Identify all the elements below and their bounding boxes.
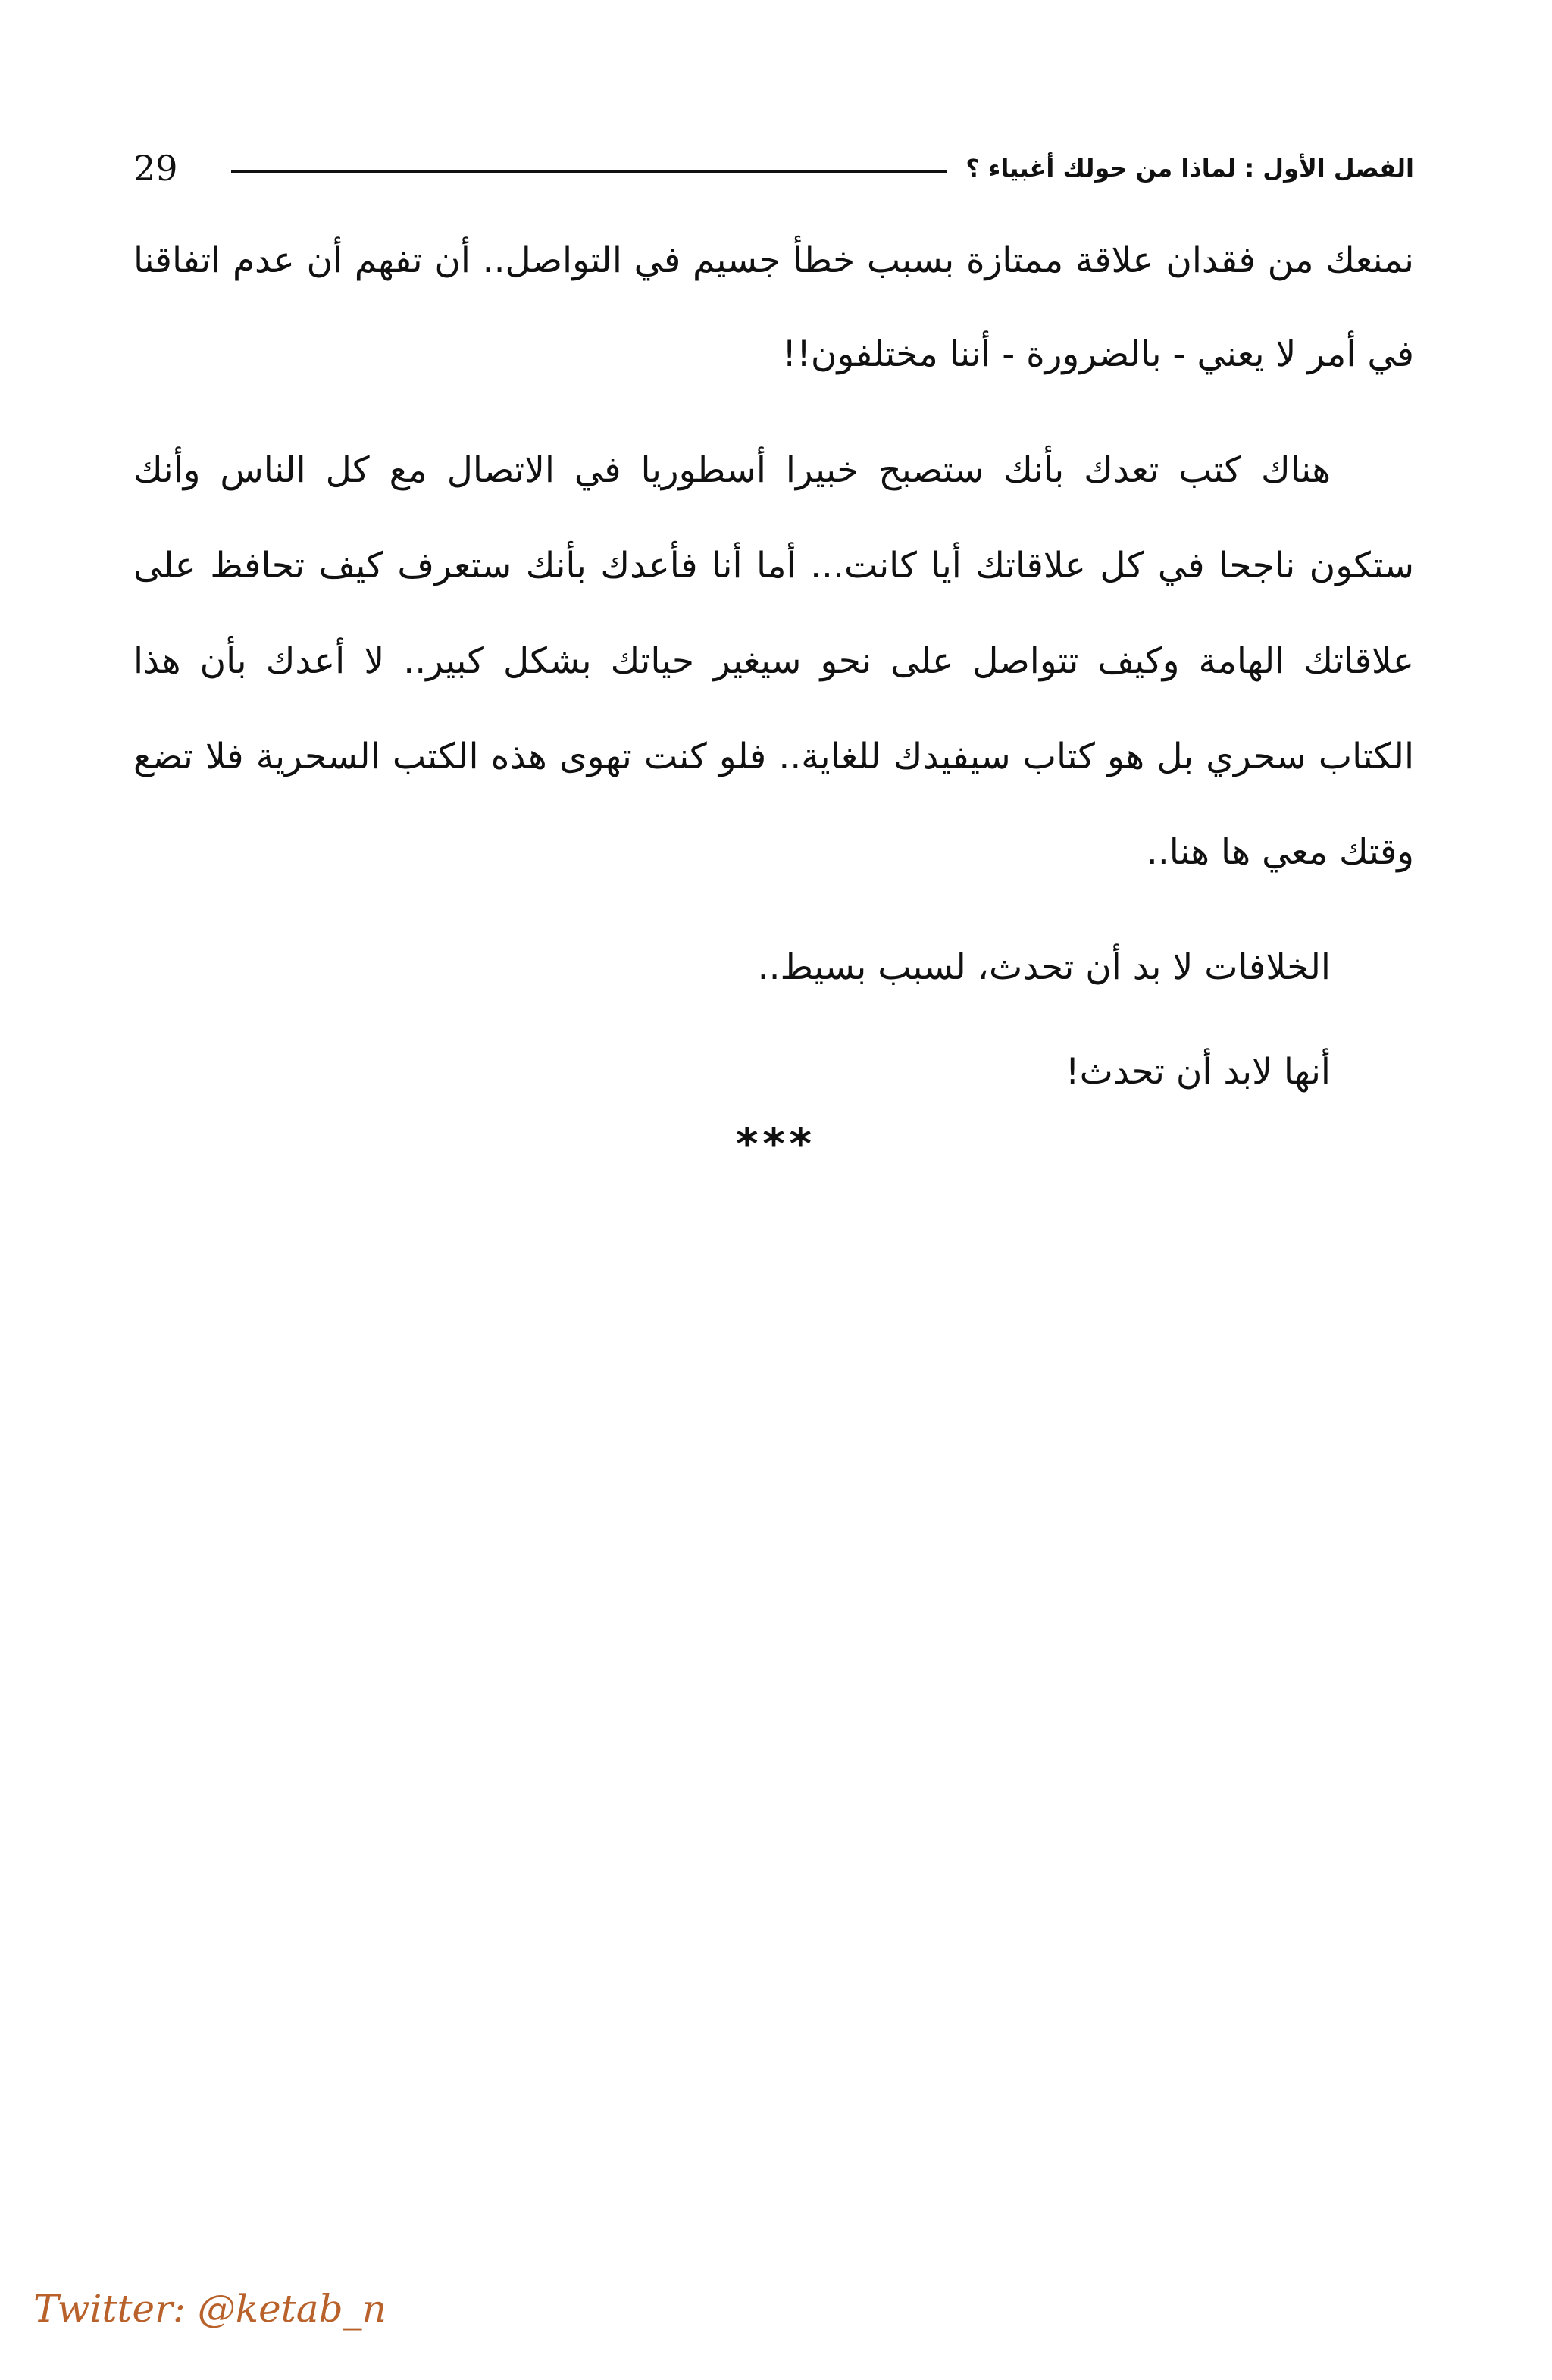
section-separator: *** bbox=[736, 1120, 816, 1169]
chapter-title: الفصل الأول : لماذا من حولك أغبياء ؟ bbox=[965, 154, 1414, 183]
header-rule bbox=[231, 170, 948, 173]
paragraph-1: نمنعك من فقدان علاقة ممتازة بسبب خطأ جسيم في التواصل.. أن تفهم أن عدم اتفاقنا في أمر لا يعني - بالضرورة - أننا مختلفون!! bbox=[133, 239, 1414, 375]
paragraph-4: أنها لابد أن تحدث! bbox=[1065, 1051, 1331, 1093]
body-text bbox=[133, 214, 1414, 1129]
paragraph-3: الخلافات لا بد أن تحدث، لسبب بسيط.. bbox=[757, 946, 1331, 988]
paragraph-2: هناك كتب تعدك بأنك ستصبح خبيرا أسطوريا في الاتصال مع كل الناس وأنك ستكون ناجحا في كل علاقاتك أيا كانت... أما أنا فأعدك بأنك ستعرف كيف تحافظ على علاقاتك الهامة وكيف تتواصل على نحو سيغير حياتك بشكل كبير.. لا أعدك بأن هذا الكتاب سحري بل هو كتاب سيفيدك للغاية.. فلو كنت تهوى هذه الكتب السحرية فلا تضع وقتك معي ها هنا.. bbox=[133, 449, 1414, 873]
page-number: 29 bbox=[133, 148, 178, 189]
twitter-watermark: Twitter: @ketab_n bbox=[33, 2287, 386, 2331]
running-header bbox=[133, 144, 1414, 192]
